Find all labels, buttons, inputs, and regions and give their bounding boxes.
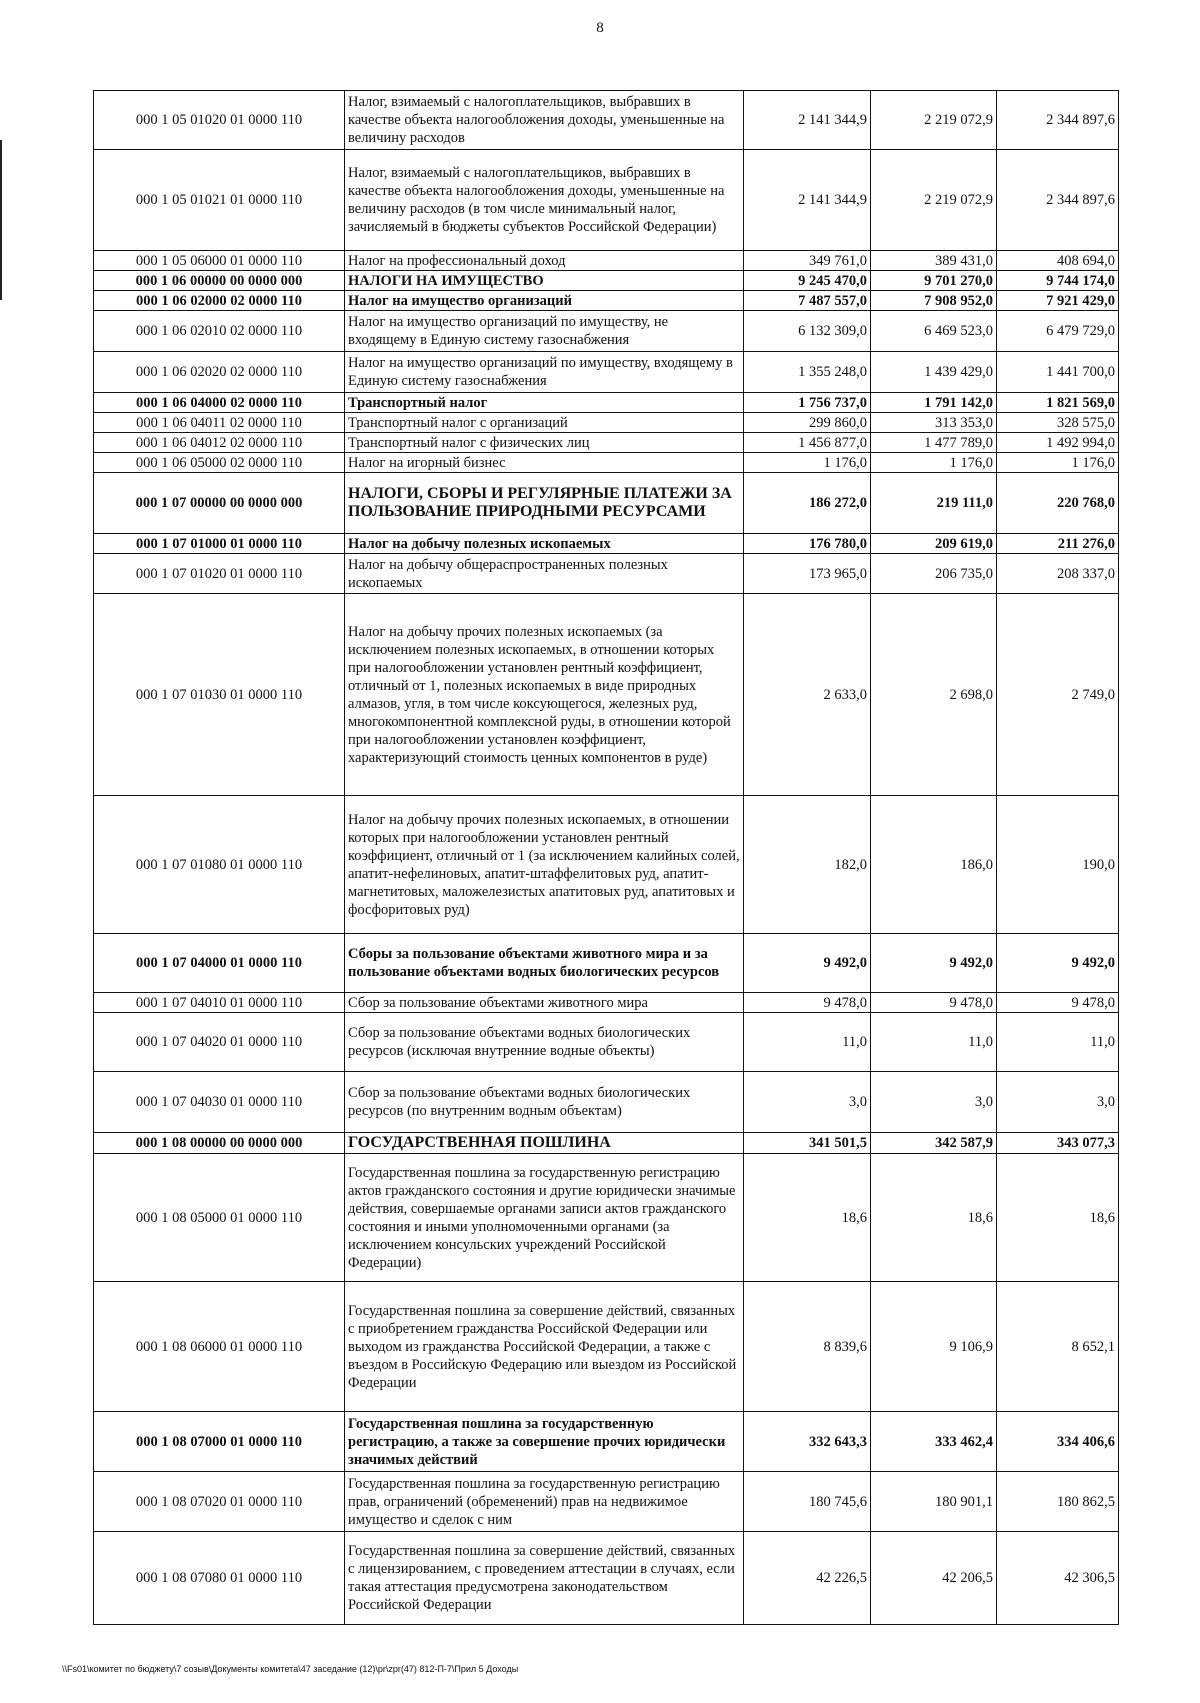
value-year1-cell: 2 633,0 bbox=[744, 594, 871, 796]
value-year3-cell: 1 492 994,0 bbox=[997, 433, 1119, 453]
scan-edge-mark bbox=[0, 140, 2, 300]
value-year1-cell: 341 501,5 bbox=[744, 1133, 871, 1154]
value-year2-cell: 18,6 bbox=[871, 1154, 997, 1282]
revenue-name-cell: Сбор за пользование объектами водных биологических ресурсов (исключая внутренние водные объекты) bbox=[345, 1013, 744, 1072]
budget-code-cell: 000 1 07 01000 01 0000 110 bbox=[94, 534, 345, 554]
table-row bbox=[94, 554, 1119, 594]
budget-code-cell: 000 1 07 04030 01 0000 110 bbox=[94, 1072, 345, 1133]
table-row bbox=[94, 352, 1119, 393]
value-year1-cell: 11,0 bbox=[744, 1013, 871, 1072]
revenue-name-cell: Транспортный налог с физических лиц bbox=[345, 433, 744, 453]
budget-code-cell: 000 1 05 01021 01 0000 110 bbox=[94, 150, 345, 251]
value-year3-cell: 334 406,6 bbox=[997, 1412, 1119, 1472]
table-row bbox=[94, 534, 1119, 554]
value-year2-cell: 9 478,0 bbox=[871, 993, 997, 1013]
value-year3-cell: 2 344 897,6 bbox=[997, 91, 1119, 150]
table-row bbox=[94, 251, 1119, 271]
value-year2-cell: 209 619,0 bbox=[871, 534, 997, 554]
page-number: 8 bbox=[596, 20, 604, 36]
value-year1-cell: 186 272,0 bbox=[744, 473, 871, 534]
budget-code-cell: 000 1 05 06000 01 0000 110 bbox=[94, 251, 345, 271]
value-year1-cell: 1 176,0 bbox=[744, 453, 871, 473]
value-year1-cell: 299 860,0 bbox=[744, 413, 871, 433]
revenue-name-cell: Государственная пошлина за государственную регистрацию, а также за совершение прочих юридически значимых действий bbox=[345, 1412, 744, 1472]
table-row bbox=[94, 1472, 1119, 1532]
value-year3-cell: 1 441 700,0 bbox=[997, 352, 1119, 393]
value-year1-cell: 173 965,0 bbox=[744, 554, 871, 594]
budget-code-cell: 000 1 07 01030 01 0000 110 bbox=[94, 594, 345, 796]
value-year2-cell: 2 219 072,9 bbox=[871, 91, 997, 150]
table-row bbox=[94, 150, 1119, 251]
value-year3-cell: 408 694,0 bbox=[997, 251, 1119, 271]
value-year3-cell: 9 478,0 bbox=[997, 993, 1119, 1013]
value-year3-cell: 1 821 569,0 bbox=[997, 393, 1119, 413]
revenue-name-cell: Государственная пошлина за государственную регистрацию актов гражданского состояния и другие юридически значимые действия, совершаемые органами записи актов гражданского состояния и иными уполномоченными органами (за исключением консульских учреждений Российской Федерации) bbox=[345, 1154, 744, 1282]
value-year3-cell: 8 652,1 bbox=[997, 1282, 1119, 1412]
table-row bbox=[94, 413, 1119, 433]
budget-code-cell: 000 1 08 07000 01 0000 110 bbox=[94, 1412, 345, 1472]
revenue-name-cell: Транспортный налог bbox=[345, 393, 744, 413]
value-year3-cell: 328 575,0 bbox=[997, 413, 1119, 433]
value-year2-cell: 186,0 bbox=[871, 796, 997, 934]
value-year1-cell: 3,0 bbox=[744, 1072, 871, 1133]
table-row bbox=[94, 473, 1119, 534]
value-year2-cell: 42 206,5 bbox=[871, 1532, 997, 1625]
revenue-name-cell: Сборы за пользование объектами животного мира и за пользование объектами водных биологических ресурсов bbox=[345, 934, 744, 993]
value-year1-cell: 6 132 309,0 bbox=[744, 311, 871, 352]
revenue-name-cell: Налог на имущество организаций по имуществу, не входящему в Единую систему газоснабжения bbox=[345, 311, 744, 352]
revenue-name-cell: ГОСУДАРСТВЕННАЯ ПОШЛИНА bbox=[345, 1133, 744, 1154]
value-year1-cell: 1 756 737,0 bbox=[744, 393, 871, 413]
value-year3-cell: 42 306,5 bbox=[997, 1532, 1119, 1625]
value-year2-cell: 389 431,0 bbox=[871, 251, 997, 271]
revenue-name-cell: Налог на имущество организаций по имуществу, входящему в Единую систему газоснабжения bbox=[345, 352, 744, 393]
value-year1-cell: 1 355 248,0 bbox=[744, 352, 871, 393]
value-year1-cell: 9 492,0 bbox=[744, 934, 871, 993]
value-year3-cell: 2 344 897,6 bbox=[997, 150, 1119, 251]
value-year1-cell: 42 226,5 bbox=[744, 1532, 871, 1625]
value-year3-cell: 1 176,0 bbox=[997, 453, 1119, 473]
table-row bbox=[94, 993, 1119, 1013]
value-year2-cell: 333 462,4 bbox=[871, 1412, 997, 1472]
budget-code-cell: 000 1 07 04010 01 0000 110 bbox=[94, 993, 345, 1013]
value-year2-cell: 342 587,9 bbox=[871, 1133, 997, 1154]
budget-code-cell: 000 1 07 04000 01 0000 110 bbox=[94, 934, 345, 993]
table-row bbox=[94, 311, 1119, 352]
value-year3-cell: 2 749,0 bbox=[997, 594, 1119, 796]
budget-code-cell: 000 1 07 01020 01 0000 110 bbox=[94, 554, 345, 594]
revenue-name-cell: Налог, взимаемый с налогоплательщиков, выбравших в качестве объекта налогообложения доходы, уменьшенные на величину расходов bbox=[345, 91, 744, 150]
value-year3-cell: 180 862,5 bbox=[997, 1472, 1119, 1532]
budget-code-cell: 000 1 06 04012 02 0000 110 bbox=[94, 433, 345, 453]
value-year2-cell: 9 701 270,0 bbox=[871, 271, 997, 291]
budget-code-cell: 000 1 08 05000 01 0000 110 bbox=[94, 1154, 345, 1282]
budget-code-cell: 000 1 08 07020 01 0000 110 bbox=[94, 1472, 345, 1532]
value-year1-cell: 182,0 bbox=[744, 796, 871, 934]
value-year1-cell: 9 245 470,0 bbox=[744, 271, 871, 291]
value-year3-cell: 6 479 729,0 bbox=[997, 311, 1119, 352]
table-row bbox=[94, 1532, 1119, 1625]
revenue-name-cell: НАЛОГИ НА ИМУЩЕСТВО bbox=[345, 271, 744, 291]
revenue-name-cell: Налог на добычу общераспространенных полезных ископаемых bbox=[345, 554, 744, 594]
value-year1-cell: 18,6 bbox=[744, 1154, 871, 1282]
budget-code-cell: 000 1 07 00000 00 0000 000 bbox=[94, 473, 345, 534]
budget-code-cell: 000 1 06 05000 02 0000 110 bbox=[94, 453, 345, 473]
value-year2-cell: 7 908 952,0 bbox=[871, 291, 997, 311]
revenue-name-cell: Государственная пошлина за совершение действий, связанных с приобретением гражданства Российской Федерации или выходом из гражданства Российской Федерации, а также с въездом в Российскую Федерацию или выездом из Российской Федерации bbox=[345, 1282, 744, 1412]
value-year3-cell: 11,0 bbox=[997, 1013, 1119, 1072]
table-row bbox=[94, 393, 1119, 413]
revenue-name-cell: Сбор за пользование объектами животного мира bbox=[345, 993, 744, 1013]
value-year2-cell: 313 353,0 bbox=[871, 413, 997, 433]
revenue-name-cell: Налог на игорный бизнес bbox=[345, 453, 744, 473]
table-row bbox=[94, 796, 1119, 934]
value-year1-cell: 2 141 344,9 bbox=[744, 150, 871, 251]
value-year3-cell: 9 744 174,0 bbox=[997, 271, 1119, 291]
table-row bbox=[94, 1154, 1119, 1282]
budget-code-cell: 000 1 07 01080 01 0000 110 bbox=[94, 796, 345, 934]
table-row bbox=[94, 594, 1119, 796]
revenue-name-cell: Налог на имущество организаций bbox=[345, 291, 744, 311]
value-year2-cell: 2 698,0 bbox=[871, 594, 997, 796]
table-row bbox=[94, 291, 1119, 311]
value-year1-cell: 332 643,3 bbox=[744, 1412, 871, 1472]
value-year3-cell: 3,0 bbox=[997, 1072, 1119, 1133]
revenue-name-cell: Налог, взимаемый с налогоплательщиков, выбравших в качестве объекта налогообложения доходы, уменьшенные на величину расходов (в том числе минимальный налог, зачисляемый в бюджеты субъектов Российской Федерации) bbox=[345, 150, 744, 251]
revenue-name-cell: Налог на профессиональный доход bbox=[345, 251, 744, 271]
value-year2-cell: 1 477 789,0 bbox=[871, 433, 997, 453]
value-year3-cell: 9 492,0 bbox=[997, 934, 1119, 993]
budget-code-cell: 000 1 08 06000 01 0000 110 bbox=[94, 1282, 345, 1412]
value-year3-cell: 220 768,0 bbox=[997, 473, 1119, 534]
value-year3-cell: 7 921 429,0 bbox=[997, 291, 1119, 311]
table-row bbox=[94, 1072, 1119, 1133]
value-year2-cell: 206 735,0 bbox=[871, 554, 997, 594]
value-year1-cell: 7 487 557,0 bbox=[744, 291, 871, 311]
value-year3-cell: 343 077,3 bbox=[997, 1133, 1119, 1154]
budget-code-cell: 000 1 07 04020 01 0000 110 bbox=[94, 1013, 345, 1072]
budget-code-cell: 000 1 08 07080 01 0000 110 bbox=[94, 1532, 345, 1625]
table-row bbox=[94, 433, 1119, 453]
budget-code-cell: 000 1 06 04000 02 0000 110 bbox=[94, 393, 345, 413]
revenue-name-cell: Государственная пошлина за государственную регистрацию прав, ограничений (обременений) прав на недвижимое имущество и сделок с ним bbox=[345, 1472, 744, 1532]
value-year2-cell: 219 111,0 bbox=[871, 473, 997, 534]
budget-code-cell: 000 1 08 00000 00 0000 000 bbox=[94, 1133, 345, 1154]
table-row bbox=[94, 1412, 1119, 1472]
value-year1-cell: 2 141 344,9 bbox=[744, 91, 871, 150]
budget-code-cell: 000 1 06 02000 02 0000 110 bbox=[94, 291, 345, 311]
revenue-table bbox=[93, 90, 1119, 1625]
table-row bbox=[94, 271, 1119, 291]
value-year1-cell: 1 456 877,0 bbox=[744, 433, 871, 453]
value-year2-cell: 1 439 429,0 bbox=[871, 352, 997, 393]
table-row bbox=[94, 1282, 1119, 1412]
value-year3-cell: 18,6 bbox=[997, 1154, 1119, 1282]
revenue-name-cell: Транспортный налог с организаций bbox=[345, 413, 744, 433]
budget-code-cell: 000 1 05 01020 01 0000 110 bbox=[94, 91, 345, 150]
table-row bbox=[94, 1133, 1119, 1154]
value-year1-cell: 180 745,6 bbox=[744, 1472, 871, 1532]
budget-code-cell: 000 1 06 04011 02 0000 110 bbox=[94, 413, 345, 433]
revenue-name-cell: НАЛОГИ, СБОРЫ И РЕГУЛЯРНЫЕ ПЛАТЕЖИ ЗА ПОЛЬЗОВАНИЕ ПРИРОДНЫМИ РЕСУРСАМИ bbox=[345, 473, 744, 534]
value-year2-cell: 6 469 523,0 bbox=[871, 311, 997, 352]
value-year1-cell: 349 761,0 bbox=[744, 251, 871, 271]
value-year2-cell: 9 106,9 bbox=[871, 1282, 997, 1412]
value-year2-cell: 11,0 bbox=[871, 1013, 997, 1072]
revenue-name-cell: Налог на добычу полезных ископаемых bbox=[345, 534, 744, 554]
budget-code-cell: 000 1 06 02020 02 0000 110 bbox=[94, 352, 345, 393]
value-year2-cell: 1 176,0 bbox=[871, 453, 997, 473]
table-row bbox=[94, 453, 1119, 473]
table-row bbox=[94, 91, 1119, 150]
value-year2-cell: 2 219 072,9 bbox=[871, 150, 997, 251]
value-year1-cell: 176 780,0 bbox=[744, 534, 871, 554]
value-year2-cell: 1 791 142,0 bbox=[871, 393, 997, 413]
revenue-name-cell: Налог на добычу прочих полезных ископаемых, в отношении которых при налогообложении установлен рентный коэффициент, отличный от 1 (за исключением калийных солей, апатит-нефелиновых, апатит-штаффелитовых руд, апатит-магнетитовых, маложелезистых апатитовых руд, апатитовых и фосфоритовых руд) bbox=[345, 796, 744, 934]
revenue-name-cell: Налог на добычу прочих полезных ископаемых (за исключением полезных ископаемых, в отношении которых при налогообложении установлен рентный коэффициент, отличный от 1, полезных ископаемых в виде природных алмазов, угля, в том числе коксующегося, железных руд, многокомпонентной комплексной руды, в отношении которой при налогообложении установлен коэффициент, характеризующий стоимость ценных компонентов в руде) bbox=[345, 594, 744, 796]
value-year3-cell: 190,0 bbox=[997, 796, 1119, 934]
budget-code-cell: 000 1 06 00000 00 0000 000 bbox=[94, 271, 345, 291]
value-year2-cell: 180 901,1 bbox=[871, 1472, 997, 1532]
table-row bbox=[94, 934, 1119, 993]
revenue-name-cell: Государственная пошлина за совершение действий, связанных с лицензированием, с проведением аттестации в случаях, если такая аттестация предусмотрена законодательством Российской Федерации bbox=[345, 1532, 744, 1625]
value-year1-cell: 8 839,6 bbox=[744, 1282, 871, 1412]
value-year1-cell: 9 478,0 bbox=[744, 993, 871, 1013]
revenue-name-cell: Сбор за пользование объектами водных биологических ресурсов (по внутренним водным объектам) bbox=[345, 1072, 744, 1133]
value-year3-cell: 211 276,0 bbox=[997, 534, 1119, 554]
file-path-footer: \\Fs01\комитет по бюджету\7 созыв\Документы комитета\47 заседание (12)\pr\zpr(47) 812-П-7\Прил 5 Доходы bbox=[62, 1664, 519, 1674]
value-year2-cell: 9 492,0 bbox=[871, 934, 997, 993]
budget-code-cell: 000 1 06 02010 02 0000 110 bbox=[94, 311, 345, 352]
value-year3-cell: 208 337,0 bbox=[997, 554, 1119, 594]
value-year2-cell: 3,0 bbox=[871, 1072, 997, 1133]
table-row bbox=[94, 1013, 1119, 1072]
